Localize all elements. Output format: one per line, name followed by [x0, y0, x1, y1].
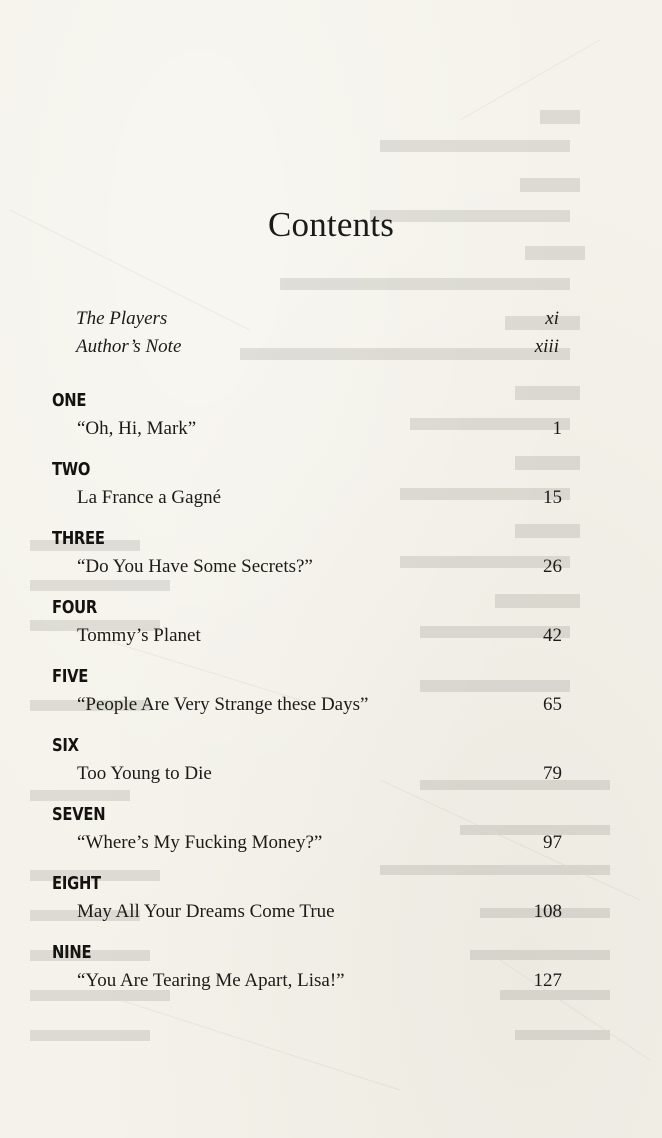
chapter-title: Too Young to Die — [77, 763, 212, 784]
chapter-title: La France a Gagné — [77, 487, 222, 508]
front-matter-page: xi — [545, 308, 559, 329]
chapter-title: May All Your Dreams Come True — [77, 901, 335, 922]
chapter-page: 108 — [533, 901, 562, 922]
chapter-page: 15 — [543, 487, 562, 508]
chapter-page: 127 — [533, 970, 562, 991]
chapter-title: “People Are Very Strange these Days” — [77, 694, 369, 715]
chapter-page: 42 — [543, 625, 562, 646]
chapter-page: 26 — [543, 556, 562, 577]
chapter-number: EIGHT — [52, 873, 101, 894]
chapter-entry[interactable] — [77, 970, 562, 996]
chapter-page: 1 — [552, 418, 562, 439]
front-matter-label: The Players — [76, 308, 168, 329]
chapter-entry[interactable] — [77, 625, 562, 651]
chapter-title: “Where’s My Fucking Money?” — [77, 832, 323, 853]
chapter-entry[interactable] — [77, 418, 562, 444]
chapter-title: Tommy’s Planet — [77, 625, 201, 646]
chapter-entry[interactable] — [77, 832, 562, 858]
chapter-number: SEVEN — [52, 804, 106, 825]
chapter-number: FOUR — [52, 597, 97, 618]
chapter-page: 97 — [543, 832, 562, 853]
chapter-number: FIVE — [52, 666, 89, 687]
chapter-entry[interactable] — [77, 487, 562, 513]
chapter-number: THREE — [52, 528, 105, 549]
chapter-page: 79 — [543, 763, 562, 784]
front-matter-item[interactable] — [76, 308, 559, 334]
chapter-number: TWO — [52, 459, 91, 480]
chapter-entry[interactable] — [77, 694, 562, 720]
chapter-title: “You Are Tearing Me Apart, Lisa!” — [77, 970, 345, 991]
front-matter-label: Author’s Note — [76, 336, 182, 357]
chapter-page: 65 — [543, 694, 562, 715]
chapter-title: “Do You Have Some Secrets?” — [77, 556, 313, 577]
chapter-number: SIX — [52, 735, 79, 756]
chapter-title: “Oh, Hi, Mark” — [77, 418, 197, 439]
front-matter-item[interactable] — [76, 336, 559, 362]
chapter-entry[interactable] — [77, 901, 562, 927]
page-title: Contents — [267, 205, 395, 244]
chapter-number: NINE — [52, 942, 92, 963]
front-matter-page: xiii — [534, 336, 559, 357]
chapter-entry[interactable] — [77, 763, 562, 789]
chapter-number: ONE — [52, 390, 87, 411]
chapter-entry[interactable] — [77, 556, 562, 582]
